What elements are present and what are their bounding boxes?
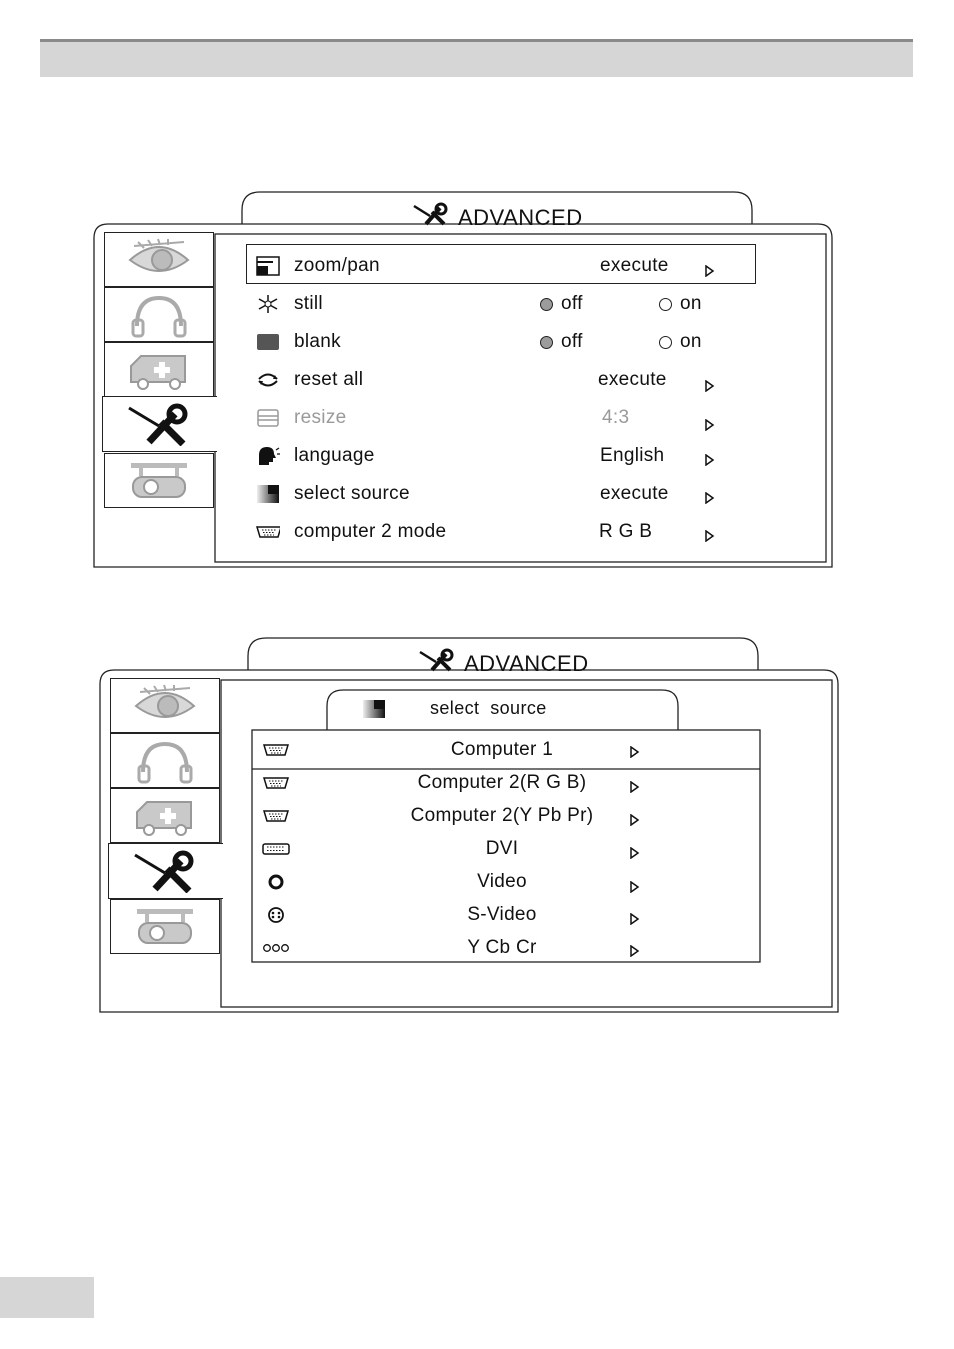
tab-picture[interactable]	[104, 232, 214, 287]
tab-picture[interactable]	[110, 678, 220, 733]
resize-icon	[256, 408, 280, 428]
tab-projector[interactable]	[104, 453, 214, 508]
speaking-head-icon	[256, 446, 280, 466]
still-off-radio[interactable]	[540, 293, 583, 315]
blank-off-radio[interactable]	[540, 331, 583, 353]
radio-dot-selected	[540, 298, 553, 311]
row-value: execute	[598, 369, 667, 390]
snowflake-icon	[256, 294, 280, 314]
menu-row-language[interactable]	[246, 439, 756, 473]
menu-title-text: ADVANCED	[464, 651, 589, 676]
zoom-pan-icon	[256, 256, 280, 276]
tools-icon	[418, 648, 454, 680]
submenu-arrow-icon	[630, 810, 640, 832]
menu-title-text: ADVANCED	[458, 205, 583, 230]
row-label: resize	[294, 407, 347, 428]
submenu-arrow-icon	[630, 877, 640, 899]
advanced-menu-select-source	[100, 636, 840, 1016]
menu-row-still[interactable]	[246, 287, 756, 321]
submenu-arrow-icon	[630, 909, 640, 931]
menu-title	[418, 648, 589, 680]
source-item-computer-1[interactable]	[254, 733, 758, 766]
headphones-icon	[135, 738, 195, 784]
row-value: 4:3	[602, 407, 630, 428]
row-label: language	[294, 445, 375, 466]
row-label: blank	[294, 331, 341, 352]
source-label: S-Video	[467, 904, 537, 925]
menu-row-computer-2-mode[interactable]	[246, 515, 756, 549]
row-label: zoom/pan	[294, 255, 380, 276]
tab-audio[interactable]	[104, 287, 214, 342]
radio-label: off	[561, 293, 583, 314]
eye-icon	[124, 238, 194, 282]
ambulance-icon	[133, 794, 197, 838]
source-label: Computer 2(Y Pb Pr)	[410, 805, 594, 826]
radio-dot	[659, 298, 672, 311]
radio-dot-selected	[540, 336, 553, 349]
tab-advanced[interactable]	[102, 396, 217, 452]
source-label: DVI	[485, 838, 519, 859]
submenu-tab	[362, 698, 547, 719]
radio-label: on	[680, 293, 702, 314]
tab-projector[interactable]	[110, 899, 220, 954]
headphones-icon	[129, 292, 189, 338]
source-gradient-icon	[256, 484, 280, 504]
still-on-radio[interactable]	[659, 293, 702, 315]
advanced-menu-main	[94, 190, 834, 570]
source-label: Computer 1	[450, 739, 554, 760]
row-value: execute	[600, 255, 669, 276]
page-header-bar	[40, 39, 913, 77]
tab-audio[interactable]	[110, 733, 220, 788]
submenu-title: select source	[430, 698, 547, 718]
menu-row-blank[interactable]	[246, 325, 756, 359]
submenu-arrow-icon	[630, 742, 640, 764]
row-label: computer 2 mode	[294, 521, 447, 542]
blank-on-radio[interactable]	[659, 331, 702, 353]
row-label: select source	[294, 483, 410, 504]
page-footer-box	[0, 1277, 94, 1318]
row-value: execute	[600, 483, 669, 504]
menu-row-select-source[interactable]	[246, 477, 756, 511]
radio-dot	[659, 336, 672, 349]
source-item-video[interactable]	[254, 865, 758, 898]
tools-icon	[412, 202, 448, 234]
submenu-arrow-icon	[630, 777, 640, 799]
tab-setup[interactable]	[110, 788, 220, 843]
reset-icon	[256, 370, 280, 390]
source-label: Computer 2(R G B)	[417, 772, 587, 793]
projector-icon	[133, 905, 197, 949]
eye-icon	[130, 684, 200, 728]
tools-icon	[125, 402, 195, 446]
radio-label: off	[561, 331, 583, 352]
row-label: reset all	[294, 369, 364, 390]
tools-icon	[131, 849, 201, 893]
tab-setup[interactable]	[104, 342, 214, 397]
vga-connector-icon	[256, 522, 280, 542]
source-item-dvi[interactable]	[254, 832, 758, 865]
submenu-arrow-icon	[630, 941, 640, 963]
row-label: still	[294, 293, 323, 314]
source-item-ycbcr[interactable]	[254, 931, 758, 964]
row-value: English	[600, 445, 665, 466]
source-item-computer-2-ypbpr[interactable]	[254, 799, 758, 832]
source-label: Video	[477, 871, 527, 892]
menu-title	[412, 202, 583, 234]
menu-row-resize	[246, 401, 756, 435]
source-item-computer-2-rgb[interactable]	[254, 766, 758, 799]
projector-icon	[127, 459, 191, 503]
source-label: Y Cb Cr	[467, 937, 537, 958]
menu-row-zoom-pan[interactable]	[246, 249, 756, 283]
submenu-arrow-icon	[630, 843, 640, 865]
menu-row-reset-all[interactable]	[246, 363, 756, 397]
row-value: R G B	[599, 521, 653, 542]
tab-advanced[interactable]	[108, 843, 223, 899]
blank-square-icon	[256, 332, 280, 352]
source-item-s-video[interactable]	[254, 898, 758, 931]
source-gradient-icon	[362, 699, 386, 719]
ambulance-icon	[127, 348, 191, 392]
radio-label: on	[680, 331, 702, 352]
